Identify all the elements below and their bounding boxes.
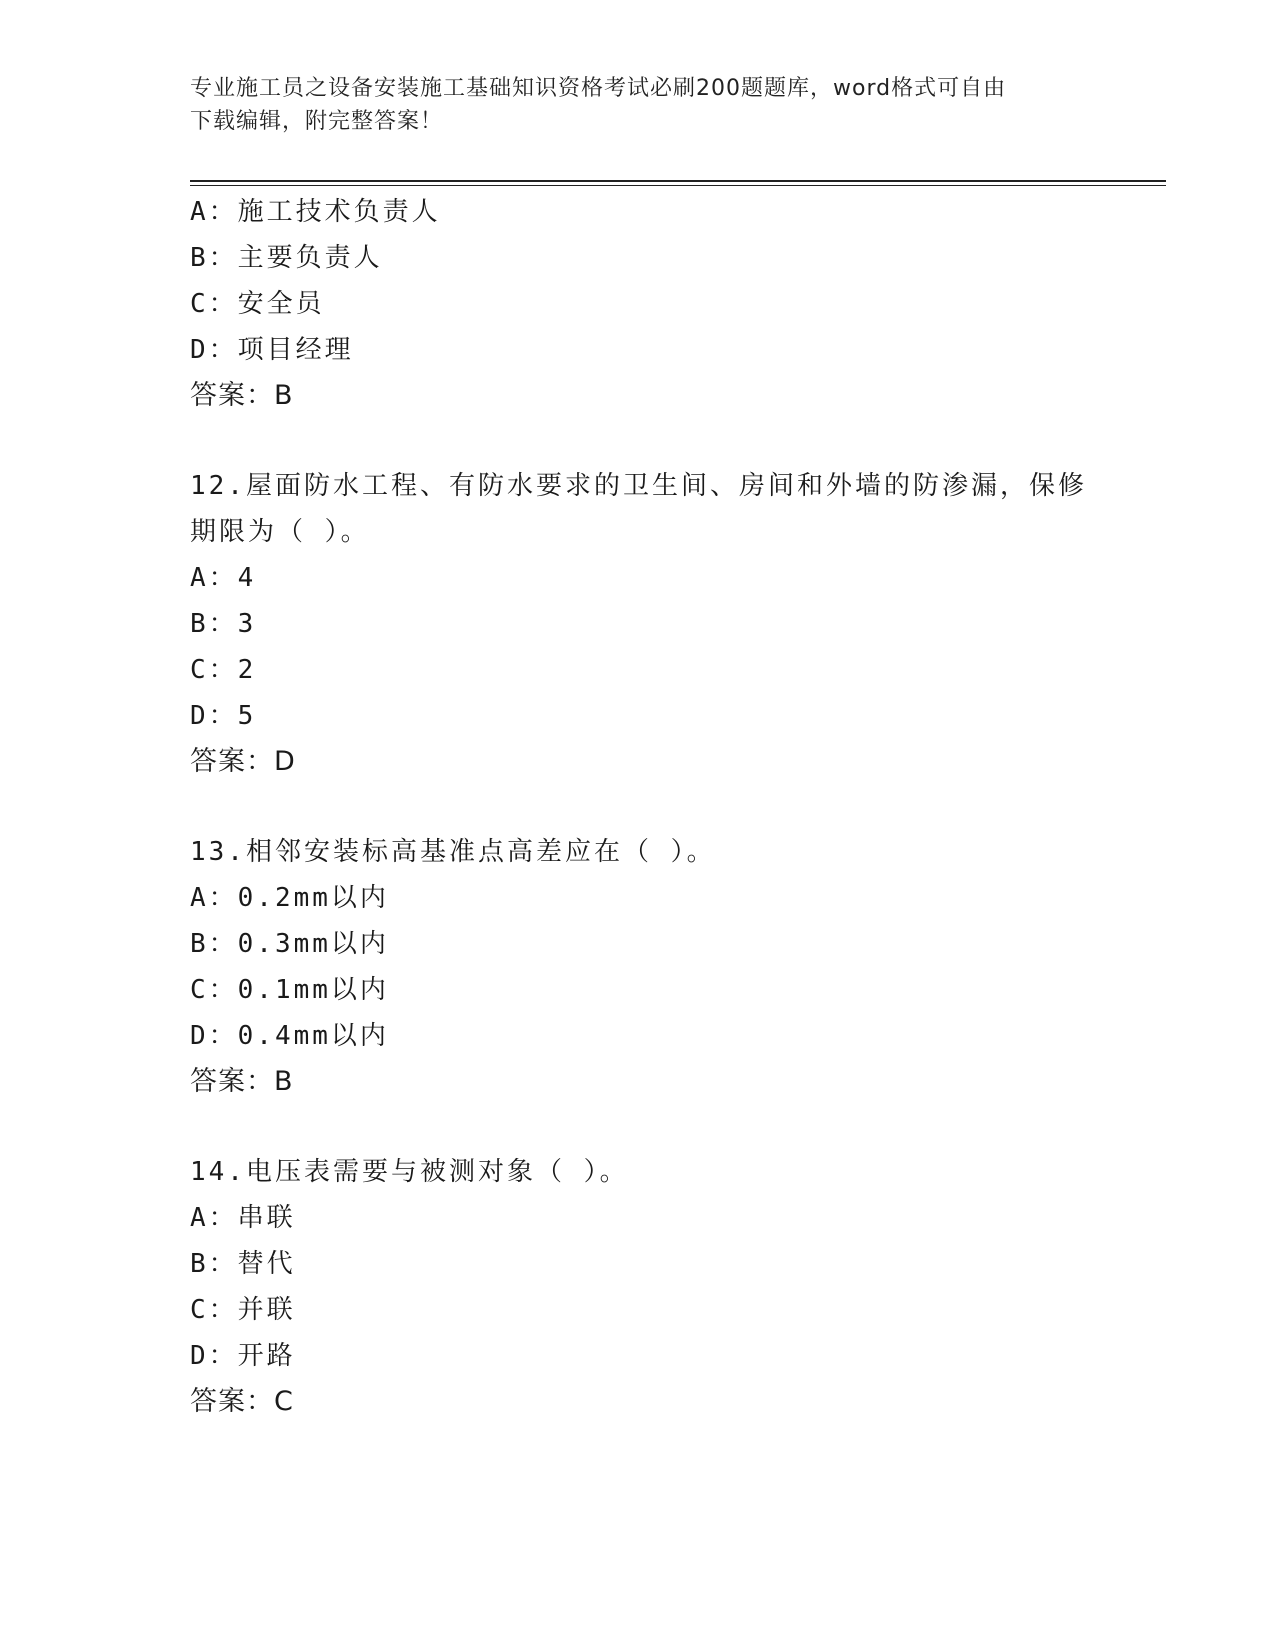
option-c: C：并联 — [190, 1295, 296, 1325]
option-a: A：施工技术负责人 — [190, 197, 441, 227]
option-c: C：安全员 — [190, 289, 325, 319]
question-text: 12.屋面防水工程、有防水要求的卫生间、房间和外墙的防渗漏，保修期限为（ ）。 — [190, 471, 1087, 547]
header-line-1: 专业施工员之设备安装施工基础知识资格考试必刷200题题库，word格式可自由 — [190, 76, 1007, 101]
question-text: 14.电压表需要与被测对象（ ）。 — [190, 1157, 629, 1187]
option-b: B：主要负责人 — [190, 243, 383, 273]
option-a: A：0.2mm以内 — [190, 883, 389, 913]
question-block-12 — [190, 463, 1150, 785]
option-d: D：开路 — [190, 1341, 296, 1371]
question-block-13 — [190, 829, 1150, 1105]
document-header — [190, 72, 1090, 138]
option-d: D：5 — [190, 701, 257, 731]
question-block-14 — [190, 1149, 1150, 1425]
option-c: C：0.1mm以内 — [190, 975, 389, 1005]
option-c: C：2 — [190, 655, 257, 685]
option-d: D：项目经理 — [190, 335, 354, 365]
option-a: A：4 — [190, 563, 257, 593]
answer-text: 答案：B — [190, 380, 294, 411]
option-a: A：串联 — [190, 1203, 296, 1233]
option-b: B：3 — [190, 609, 257, 639]
header-divider-thick — [190, 180, 1166, 182]
question-block-11 — [190, 189, 1150, 419]
answer-text: 答案：D — [190, 746, 296, 777]
option-d: D：0.4mm以内 — [190, 1021, 389, 1051]
question-text: 13.相邻安装标高基准点高差应在（ ）。 — [190, 837, 716, 867]
header-line-2: 下载编辑，附完整答案！ — [190, 109, 444, 134]
answer-text: 答案：C — [190, 1386, 294, 1417]
option-b: B：0.3mm以内 — [190, 929, 389, 959]
option-b: B：替代 — [190, 1249, 296, 1279]
header-divider-thin — [190, 185, 1166, 186]
answer-text: 答案：B — [190, 1066, 294, 1097]
question-list — [190, 189, 1150, 1425]
